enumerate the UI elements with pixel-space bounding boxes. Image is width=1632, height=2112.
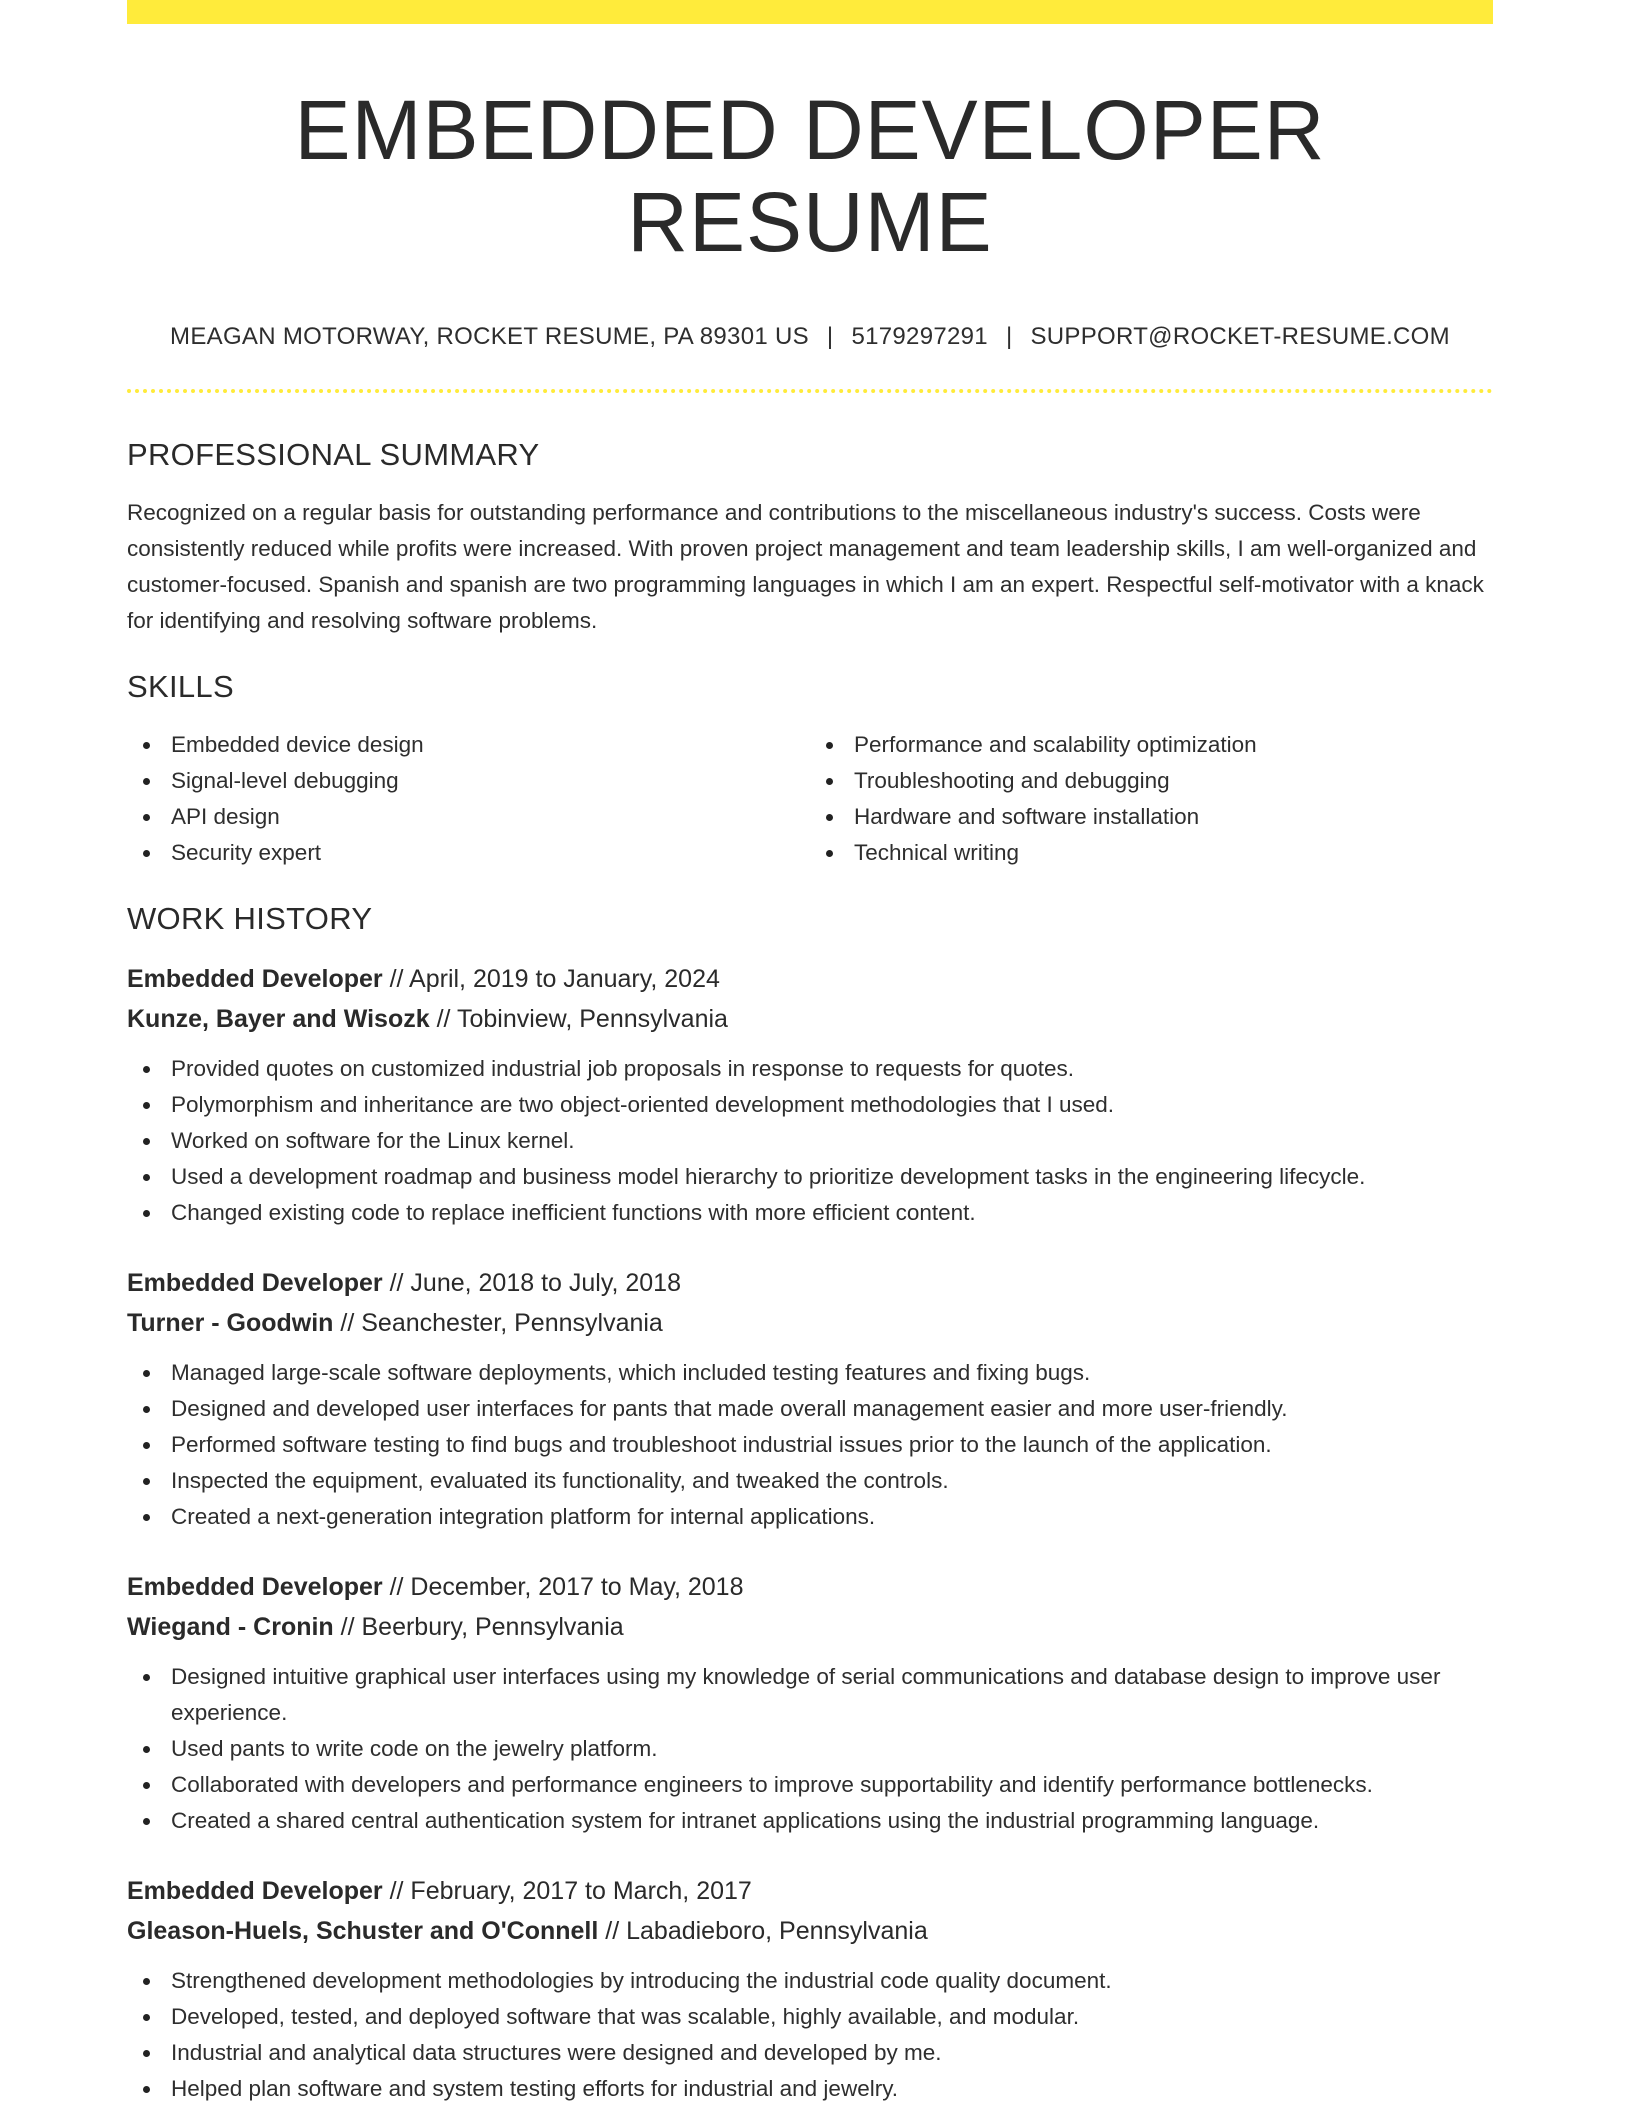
job-title: Embedded Developer: [127, 1572, 383, 1601]
skills-heading: SKILLS: [127, 668, 234, 704]
job-entry: [127, 959, 1493, 1231]
job-bullets: [127, 1355, 1493, 1535]
job-title: Embedded Developer: [127, 1876, 383, 1905]
job-entry: [127, 1567, 1493, 1839]
job-bullet: Polymorphism and inheritance are two object-oriented development methodologies that I used.: [127, 1087, 1493, 1123]
job-dates: // June, 2018 to July, 2018: [382, 1268, 681, 1297]
job-bullet: Created a next-generation integration platform for internal applications.: [127, 1499, 1493, 1535]
job-company: Wiegand - Cronin: [127, 1612, 334, 1641]
job-company-line: [127, 1607, 1493, 1647]
job-dates: // December, 2017 to May, 2018: [382, 1572, 744, 1601]
job-bullets: [127, 1963, 1493, 2107]
skill-item: Performance and scalability optimization: [810, 727, 1493, 763]
job-title: Embedded Developer: [127, 964, 383, 993]
job-company-line: [127, 1911, 1493, 1951]
skills-column-right: [810, 727, 1493, 871]
job-title-line: [127, 1871, 1493, 1911]
contact-separator: |: [826, 322, 834, 350]
job-location: // Beerbury, Pennsylvania: [333, 1612, 624, 1641]
contact-phone: 5179297291: [851, 322, 988, 350]
job-company: Gleason-Huels, Schuster and O'Connell: [127, 1916, 599, 1945]
skill-item: Embedded device design: [127, 727, 810, 763]
job-location: // Tobinview, Pennsylvania: [429, 1004, 728, 1033]
job-bullet: Used pants to write code on the jewelry platform.: [127, 1731, 1493, 1767]
contact-email: SUPPORT@ROCKET-RESUME.COM: [1030, 322, 1450, 350]
job-bullet: Provided quotes on customized industrial job proposals in response to requests for quotes.: [127, 1051, 1493, 1087]
skills-column-left: [127, 727, 810, 871]
job-bullet: Worked on software for the Linux kernel.: [127, 1123, 1493, 1159]
job-company-line: [127, 1303, 1493, 1343]
skill-item: Signal-level debugging: [127, 763, 810, 799]
job-bullet: Helped plan software and system testing efforts for industrial and jewelry.: [127, 2071, 1493, 2107]
job-company: Turner - Goodwin: [127, 1308, 334, 1337]
job-company: Kunze, Bayer and Wisozk: [127, 1004, 430, 1033]
job-entry: [127, 1871, 1493, 2107]
job-dates: // April, 2019 to January, 2024: [382, 964, 720, 993]
job-title-line: [127, 1567, 1493, 1607]
resume-page: [127, 0, 1493, 2107]
summary-heading: PROFESSIONAL SUMMARY: [127, 436, 540, 472]
resume-title: EMBEDDED DEVELOPER RESUME: [294, 83, 1326, 270]
contact-separator: |: [1005, 322, 1013, 350]
job-bullets: [127, 1659, 1493, 1839]
skill-item: Hardware and software installation: [810, 799, 1493, 835]
job-bullet: Designed and developed user interfaces for pants that made overall management easier and more user-friendly.: [127, 1391, 1493, 1427]
dotted-divider: [127, 389, 1493, 393]
job-bullets: [127, 1051, 1493, 1231]
skills-list: [127, 727, 1493, 871]
job-location: // Seanchester, Pennsylvania: [333, 1308, 663, 1337]
skill-item: Troubleshooting and debugging: [810, 763, 1493, 799]
job-location: // Labadieboro, Pennsylvania: [598, 1916, 928, 1945]
job-title: Embedded Developer: [127, 1268, 383, 1297]
contact-line: [127, 323, 1493, 351]
job-bullet: Collaborated with developers and performance engineers to improve supportability and identify performance bottlenecks.: [127, 1767, 1493, 1803]
job-entry: [127, 1263, 1493, 1535]
job-bullet: Performed software testing to find bugs and troubleshoot industrial issues prior to the launch of the application.: [127, 1427, 1493, 1463]
job-bullet: Inspected the equipment, evaluated its functionality, and tweaked the controls.: [127, 1463, 1493, 1499]
job-title-line: [127, 1263, 1493, 1303]
skill-item: Security expert: [127, 835, 810, 871]
accent-top-bar: [127, 0, 1493, 24]
job-dates: // February, 2017 to March, 2017: [382, 1876, 752, 1905]
contact-address: MEAGAN MOTORWAY, ROCKET RESUME, PA 89301 US: [170, 322, 809, 350]
job-bullet: Created a shared central authentication system for intranet applications using the industrial programming language.: [127, 1803, 1493, 1839]
work-history-heading: WORK HISTORY: [127, 900, 373, 936]
job-bullet: Strengthened development methodologies by introducing the industrial code quality document.: [127, 1963, 1493, 1999]
job-bullet: Designed intuitive graphical user interfaces using my knowledge of serial communications and database design to improve user experience.: [127, 1659, 1493, 1731]
skill-item: API design: [127, 799, 810, 835]
job-company-line: [127, 999, 1493, 1039]
job-title-line: [127, 959, 1493, 999]
skill-item: Technical writing: [810, 835, 1493, 871]
job-bullet: Managed large-scale software deployments, which included testing features and fixing bugs.: [127, 1355, 1493, 1391]
job-bullet: Industrial and analytical data structures were designed and developed by me.: [127, 2035, 1493, 2071]
job-bullet: Developed, tested, and deployed software that was scalable, highly available, and modular.: [127, 1999, 1493, 2035]
job-bullet: Changed existing code to replace inefficient functions with more efficient content.: [127, 1195, 1493, 1231]
summary-text: Recognized on a regular basis for outstanding performance and contributions to the miscellaneous industry's success. Costs were consistently reduced while profits were increased. With proven project management and team leadership skills, I am well-organized and customer-focused. Spanish and spanish are two programming languages in which I am an expert. Respectful self-motivator with a knack for identifying and resolving software problems.: [127, 499, 1484, 633]
job-bullet: Used a development roadmap and business model hierarchy to prioritize development tasks in the engineering lifecycle.: [127, 1159, 1493, 1195]
